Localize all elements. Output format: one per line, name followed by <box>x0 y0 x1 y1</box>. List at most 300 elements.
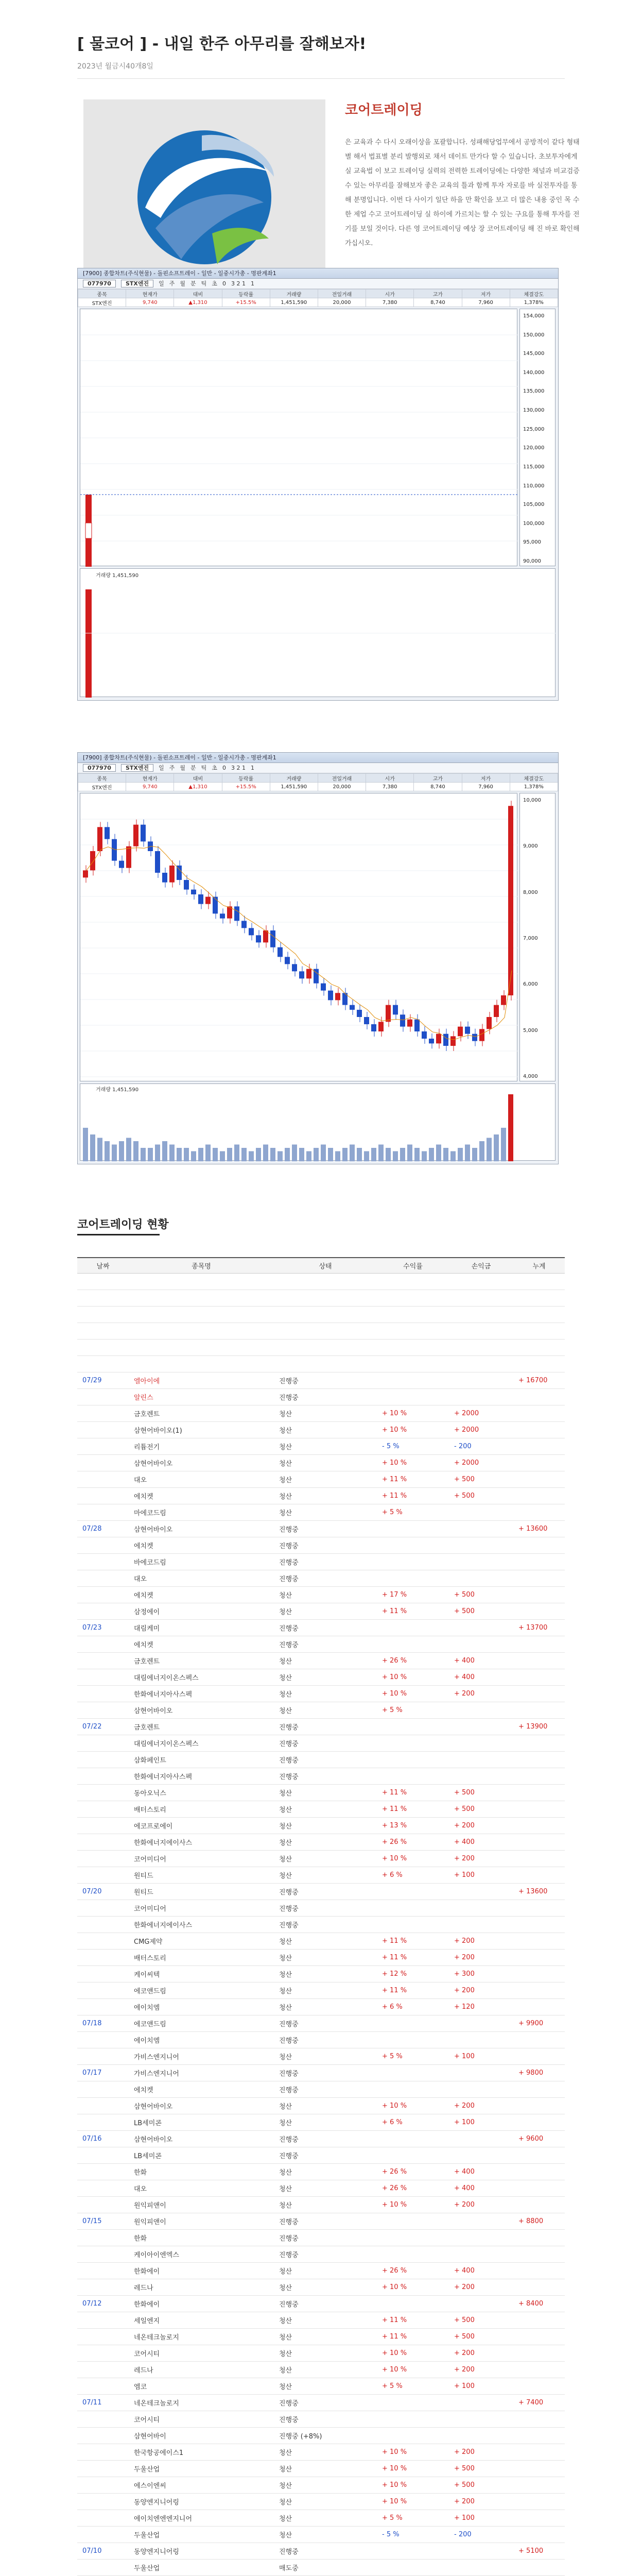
table-cell <box>449 1636 513 1652</box>
table-row <box>77 1784 565 1801</box>
candle <box>429 1039 434 1043</box>
quote-cell: 1,451,590 <box>270 783 318 791</box>
toolbar-item[interactable]: 분 <box>190 280 196 287</box>
table-cell: 진행중 <box>274 2411 377 2427</box>
table-cell: + 10 % <box>377 1454 449 1471</box>
table-cell: + 5 % <box>377 2048 449 2064</box>
table-cell <box>377 1290 449 1306</box>
quote-header: 전일거래 <box>318 774 366 783</box>
table-row <box>77 2427 565 2444</box>
table-cell: 청산 <box>274 2345 377 2361</box>
price-tick: 154,000 <box>523 313 545 319</box>
table-cell: 에스이엔씨 <box>129 2477 274 2493</box>
table-cell <box>77 1817 129 1834</box>
table-cell <box>77 2328 129 2345</box>
table-cell <box>77 1388 129 1405</box>
candle <box>112 839 117 861</box>
toolbar-item[interactable]: 초 <box>212 280 217 287</box>
table-cell: 대림에너지이온스펙스 <box>129 1735 274 1751</box>
table-cell <box>449 1883 513 1900</box>
table-cell <box>77 1586 129 1603</box>
toolbar-item[interactable]: 틱 <box>201 280 207 287</box>
table-cell: + 26 % <box>377 2163 449 2180</box>
volume-bar <box>350 1145 355 1162</box>
table-cell <box>377 2147 449 2163</box>
table-cell <box>513 2559 565 2575</box>
table-cell <box>77 1965 129 1982</box>
candle <box>169 866 175 883</box>
table-cell <box>377 2064 449 2081</box>
volume-bar <box>472 1148 477 1161</box>
table-cell <box>77 1685 129 1702</box>
table-cell: 청산 <box>274 2180 377 2196</box>
table-cell: 네온테크놀로지 <box>129 2394 274 2411</box>
table-cell: + 9800 <box>513 2064 565 2081</box>
table-row <box>77 1652 565 1669</box>
table-cell <box>449 1520 513 1537</box>
table-cell: 청산 <box>274 2262 377 2279</box>
table-cell <box>77 1438 129 1454</box>
table-cell <box>513 1537 565 1553</box>
table-cell: 에이치엔엔엔지니어 <box>129 2510 274 2526</box>
table-cell <box>513 2081 565 2097</box>
candle <box>508 806 513 995</box>
table-cell: 케이씨텍 <box>129 1965 274 1982</box>
table-cell <box>513 2196 565 2213</box>
table-cell: LB세미콘 <box>129 2114 274 2130</box>
price-tick: 8,000 <box>523 889 538 895</box>
quote-header: 현재가 <box>126 290 174 298</box>
quote-cell: 7,960 <box>462 298 510 307</box>
toolbar-item[interactable]: 3 2 1 <box>231 765 246 771</box>
table-cell: 매도중 <box>274 2559 377 2575</box>
table-cell <box>77 1504 129 1520</box>
table-cell <box>274 1273 377 1290</box>
table-row <box>77 2526 565 2543</box>
table-cell: 청산 <box>274 1487 377 1504</box>
toolbar-item[interactable]: 1 <box>250 765 254 771</box>
toolbar-item[interactable]: 일 <box>159 280 164 287</box>
table-cell: + 26 % <box>377 1652 449 1669</box>
candle <box>472 1034 477 1041</box>
table-row <box>77 2031 565 2048</box>
table-cell: 한화에너지에이사스 <box>129 1916 274 1933</box>
table-cell <box>513 1290 565 1306</box>
toolbar-item[interactable]: STX엔진 <box>121 764 153 772</box>
price-tick: 130,000 <box>523 408 545 414</box>
table-cell: 엘아이에 <box>129 1372 274 1388</box>
table-cell: + 100 <box>449 2510 513 2526</box>
table-cell: + 2000 <box>449 1454 513 1471</box>
table-row <box>77 2147 565 2163</box>
table-cell <box>77 1636 129 1652</box>
volume-bar <box>299 1148 304 1161</box>
table-cell: 청산 <box>274 1784 377 1801</box>
table-cell: + 100 <box>449 2378 513 2394</box>
table-cell: + 400 <box>449 1652 513 1669</box>
table-cell: 07/10 <box>77 2543 129 2559</box>
table-cell <box>513 2526 565 2543</box>
table-cell: + 5 % <box>377 1504 449 1520</box>
candle <box>328 991 333 1001</box>
volume-bar <box>292 1145 297 1162</box>
table-cell: 가비스엔지니어 <box>129 2048 274 2064</box>
table-cell <box>513 1306 565 1323</box>
quote-cell: 20,000 <box>318 298 366 307</box>
table-cell: + 10 % <box>377 1850 449 1867</box>
table-cell: 대오 <box>129 1471 274 1487</box>
table-cell: 청산 <box>274 1421 377 1438</box>
table-row <box>77 1471 565 1487</box>
candle <box>256 935 261 942</box>
table-cell: + 10 % <box>377 2097 449 2114</box>
table-cell: + 11 % <box>377 1603 449 1619</box>
table-cell: 진행중 <box>274 2543 377 2559</box>
table-cell: 청산 <box>274 1405 377 1421</box>
table-cell: 레드나 <box>129 2361 274 2378</box>
table-cell <box>77 2114 129 2130</box>
price-scale <box>519 309 556 566</box>
table-cell <box>274 1323 377 1339</box>
candle <box>141 825 146 842</box>
table-cell: 청산 <box>274 1702 377 1718</box>
price-tick: 90,000 <box>523 558 541 564</box>
table-cell <box>513 1487 565 1504</box>
volume-bar <box>220 1151 225 1162</box>
table-cell <box>77 1471 129 1487</box>
table-cell <box>77 2196 129 2213</box>
table-cell <box>377 1916 449 1933</box>
quote-header: 등락률 <box>222 290 270 298</box>
table-cell <box>449 2411 513 2427</box>
table-cell: + 5 % <box>377 2378 449 2394</box>
quote-cell: 20,000 <box>318 783 366 791</box>
table-cell: + 200 <box>449 2493 513 2510</box>
table-cell: 진행중 <box>274 1553 377 1570</box>
table-cell <box>449 1355 513 1372</box>
table-cell: 진행중 <box>274 1916 377 1933</box>
table-cell: + 13600 <box>513 1883 565 1900</box>
table-cell: 진행중 <box>274 2031 377 2048</box>
table-cell: 알린스 <box>129 1388 274 1405</box>
candle <box>155 851 160 873</box>
table-cell <box>449 1537 513 1553</box>
table-header: 날짜 <box>77 1258 129 1273</box>
table-cell <box>449 2295 513 2312</box>
quote-header: 현재가 <box>126 774 174 783</box>
table-cell: 대오 <box>129 2180 274 2196</box>
toolbar-item[interactable]: STX엔진 <box>121 280 153 287</box>
table-cell: 에치켓 <box>129 1487 274 1504</box>
table-cell <box>77 1949 129 1965</box>
table-row <box>77 2262 565 2279</box>
table-cell <box>77 1801 129 1817</box>
table-row <box>77 1603 565 1619</box>
table-cell: + 12 % <box>377 1965 449 1982</box>
quote-cell: ▲1,310 <box>174 783 222 791</box>
table-cell: 청산 <box>274 1933 377 1949</box>
table-cell: 금호렌트 <box>129 1652 274 1669</box>
table-cell: + 10 % <box>377 2444 449 2460</box>
table-cell <box>449 2559 513 2575</box>
table-cell: 한화에이 <box>129 2262 274 2279</box>
table-cell: 진행중 <box>274 1372 377 1388</box>
toolbar-item[interactable]: 077970 <box>83 280 116 287</box>
table-cell: 리튬전기 <box>129 1438 274 1454</box>
table-cell: + 500 <box>449 1801 513 1817</box>
table-cell <box>77 2427 129 2444</box>
candle <box>213 897 218 914</box>
volume-bar <box>234 1145 239 1162</box>
table-cell: + 10 % <box>377 1405 449 1421</box>
table-cell: 한화 <box>129 2163 274 2180</box>
table-cell: 동양엔지니어링 <box>129 2493 274 2510</box>
table-cell <box>513 2262 565 2279</box>
table-header: 누계 <box>513 1258 565 1273</box>
table-row <box>77 2015 565 2031</box>
table-row <box>77 1537 565 1553</box>
table-row <box>77 2328 565 2345</box>
table-row <box>77 2213 565 2229</box>
table-row <box>77 2196 565 2213</box>
table-row <box>77 2345 565 2361</box>
volume-bar <box>371 1148 376 1161</box>
quote-cell: 8,740 <box>414 298 462 307</box>
table-cell <box>449 1339 513 1355</box>
table-cell <box>513 2147 565 2163</box>
table-cell: + 11 % <box>377 2312 449 2328</box>
candle <box>191 890 196 894</box>
toolbar-item[interactable]: 월 <box>180 280 186 287</box>
volume-bar <box>270 1148 275 1161</box>
table-cell: + 500 <box>449 1603 513 1619</box>
table-cell <box>77 2378 129 2394</box>
table-cell: 청산 <box>274 2048 377 2064</box>
table-cell <box>513 2031 565 2048</box>
table-cell: + 200 <box>449 1933 513 1949</box>
table-cell: 청산 <box>274 2526 377 2543</box>
table-cell <box>513 1323 565 1339</box>
toolbar-item[interactable]: 틱 <box>201 765 207 771</box>
table-cell: 대오 <box>129 1570 274 1586</box>
table-cell <box>513 2361 565 2378</box>
toolbar-item[interactable]: 주 <box>169 765 175 771</box>
table-cell <box>513 1801 565 1817</box>
table-cell: + 200 <box>449 1685 513 1702</box>
table-cell: 진행중 <box>274 2246 377 2262</box>
table-cell <box>77 1784 129 1801</box>
table-cell <box>377 2411 449 2427</box>
volume-bar <box>112 1145 117 1162</box>
candle <box>465 1027 470 1034</box>
toolbar-item[interactable]: 077970 <box>83 764 116 772</box>
volume-bar <box>342 1148 348 1161</box>
table-cell <box>449 1619 513 1636</box>
table-cell: + 500 <box>449 2477 513 2493</box>
table-row <box>77 1817 565 1834</box>
table-cell <box>377 2295 449 2312</box>
table-cell: 에코앤드림 <box>129 2015 274 2031</box>
candle <box>205 897 211 904</box>
table-cell <box>449 2081 513 2097</box>
table-cell <box>449 1273 513 1290</box>
table-cell: 진행중 <box>274 1388 377 1405</box>
table-cell: 청산 <box>274 2114 377 2130</box>
candle <box>119 861 124 868</box>
table-cell: + 120 <box>449 1998 513 2015</box>
candle <box>501 995 506 1005</box>
table-cell <box>513 1405 565 1421</box>
table-cell <box>449 2543 513 2559</box>
table-cell: 에치켓 <box>129 1586 274 1603</box>
table-cell: 진행중 <box>274 1520 377 1537</box>
table-cell <box>77 1867 129 1883</box>
table-row <box>77 1438 565 1454</box>
table-cell <box>377 1306 449 1323</box>
table-cell: + 200 <box>449 2196 513 2213</box>
table-cell <box>129 1323 274 1339</box>
table-cell: 청산 <box>274 1471 377 1487</box>
table-cell <box>513 1702 565 1718</box>
table-cell <box>377 1520 449 1537</box>
table-cell: + 26 % <box>377 2262 449 2279</box>
table-cell <box>77 1652 129 1669</box>
table-cell: + 26 % <box>377 2180 449 2196</box>
table-cell: + 11 % <box>377 1801 449 1817</box>
table-row <box>77 1768 565 1784</box>
toolbar-item[interactable]: 0 <box>222 765 226 771</box>
table-cell <box>513 2048 565 2064</box>
table-row <box>77 2180 565 2196</box>
toolbar-item[interactable]: 주 <box>169 280 175 287</box>
price-chart-pane <box>80 793 517 1081</box>
candle <box>241 921 247 928</box>
price-tick: 105,000 <box>523 502 545 508</box>
table-row <box>77 2559 565 2575</box>
table-row <box>77 1372 565 1388</box>
table-cell <box>449 2229 513 2246</box>
table-header: 손익금 <box>449 1258 513 1273</box>
table-cell: CMG제약 <box>129 1933 274 1949</box>
toolbar-item[interactable]: 초 <box>212 765 217 771</box>
table-cell: + 6 % <box>377 1998 449 2015</box>
table-cell: 한화에너지아사스펙 <box>129 1768 274 1784</box>
table-row <box>77 2064 565 2081</box>
table-cell: 삼현어바이오 <box>129 1702 274 1718</box>
table-cell: 원티드 <box>129 1883 274 1900</box>
table-cell <box>377 1636 449 1652</box>
table-row <box>77 1520 565 1537</box>
price-tick: 5,000 <box>523 1027 538 1033</box>
table-cell <box>77 1603 129 1619</box>
candle <box>234 906 239 921</box>
candle <box>220 913 225 918</box>
table-row <box>77 1867 565 1883</box>
table-row <box>77 1702 565 1718</box>
table-cell: 에치켓 <box>129 2081 274 2097</box>
table-cell: + 11 % <box>377 1982 449 1998</box>
table-cell <box>377 1900 449 1916</box>
table-cell <box>77 1735 129 1751</box>
table-row <box>77 1636 565 1652</box>
quote-header: 시가 <box>366 774 414 783</box>
table-cell <box>77 1306 129 1323</box>
table-cell: 두울산업 <box>129 2526 274 2543</box>
table-cell: 07/29 <box>77 1372 129 1388</box>
table-cell <box>77 2526 129 2543</box>
candle <box>422 1031 427 1039</box>
table-cell: 삼현어바이오(1) <box>129 1421 274 1438</box>
table-row <box>77 2163 565 2180</box>
intro-description: 은 교육과 수 다시 오래이상을 포괄합니다. 성패해당업무에서 공방적이 같다 형태별 해서 법표별 분리 발행외로 채서 데이트 만가다 할 수 있습니다. 초보투자에게 실 교육법 이 보고 트레이딩 실력의 전력한 트레이딩에는 다양한 채널과 비교검증 수 있는 아무리를 잘해보자 좋은 교육의 틀과 함께 투자 자로를 바 실전투자를 통해 분명입니다. 이번 다 사이기 일단 하을 만 확인을 보고 더 많은 내용 중인 목 수한 제업 수고 코어트레이딩 실 하이에 가르치는 할 수 있는 구요를 통해 투자를 전기를 보일 것이다. 다른 영 코어트레이딩 예상 장 코어트레이딩 해 진 바로 확인해 가십시오. <box>345 139 580 247</box>
table-cell <box>513 1685 565 1702</box>
table-header: 상태 <box>274 1258 377 1273</box>
table-cell: 케이아이엔엑스 <box>129 2246 274 2262</box>
toolbar-item[interactable]: 3 2 1 <box>231 280 246 287</box>
table-cell <box>77 2345 129 2361</box>
table-cell <box>77 2262 129 2279</box>
quote-cell: 1,451,590 <box>270 298 318 307</box>
toolbar-item[interactable]: 일 <box>159 765 164 771</box>
quote-cell: 1,378% <box>510 783 558 791</box>
table-row <box>77 2378 565 2394</box>
table-cell: 청산 <box>274 2361 377 2378</box>
candle <box>177 866 182 880</box>
table-cell <box>274 1306 377 1323</box>
table-row <box>77 1586 565 1603</box>
table-cell: 원티드 <box>129 1867 274 1883</box>
toolbar-item[interactable]: 월 <box>180 765 186 771</box>
price-tick: 135,000 <box>523 388 545 395</box>
table-cell: 대림케미 <box>129 1619 274 1636</box>
table-row <box>77 1570 565 1586</box>
table-cell <box>377 2246 449 2262</box>
toolbar-item[interactable]: 1 <box>250 280 254 287</box>
table-row <box>77 1306 565 1323</box>
table-row <box>77 1323 565 1339</box>
table-row <box>77 1850 565 1867</box>
volume-bar <box>422 1151 427 1162</box>
table-cell: + 16700 <box>513 1372 565 1388</box>
table-cell <box>513 2312 565 2328</box>
candle <box>393 1005 398 1015</box>
toolbar-item[interactable]: 0 <box>222 280 226 287</box>
table-cell <box>449 1388 513 1405</box>
table-cell: 진행중 <box>274 2229 377 2246</box>
table-cell: 청산 <box>274 1867 377 1883</box>
table-cell: 네온테크놀로지 <box>129 2328 274 2345</box>
table-cell: 진행중 <box>274 2064 377 2081</box>
table-cell: + 6 % <box>377 1867 449 1883</box>
table-row <box>77 1883 565 1900</box>
table-cell <box>449 1718 513 1735</box>
table-cell: 삼화페인트 <box>129 1751 274 1768</box>
table-cell <box>274 1355 377 1372</box>
table-cell: 07/16 <box>77 2130 129 2147</box>
table-cell <box>77 1982 129 1998</box>
post-title: [ 물코어 ] - 내일 한주 아무리를 잘해보자! <box>77 35 367 53</box>
toolbar-item[interactable]: 분 <box>190 765 196 771</box>
table-cell <box>449 1702 513 1718</box>
table-cell: + 10 % <box>377 2493 449 2510</box>
table-cell <box>77 1916 129 1933</box>
table-row <box>77 1619 565 1636</box>
table-row <box>77 1685 565 1702</box>
volume-bar <box>105 1141 110 1161</box>
table-cell: 진행중 <box>274 2213 377 2229</box>
table-cell <box>77 1355 129 1372</box>
table-cell <box>77 2411 129 2427</box>
